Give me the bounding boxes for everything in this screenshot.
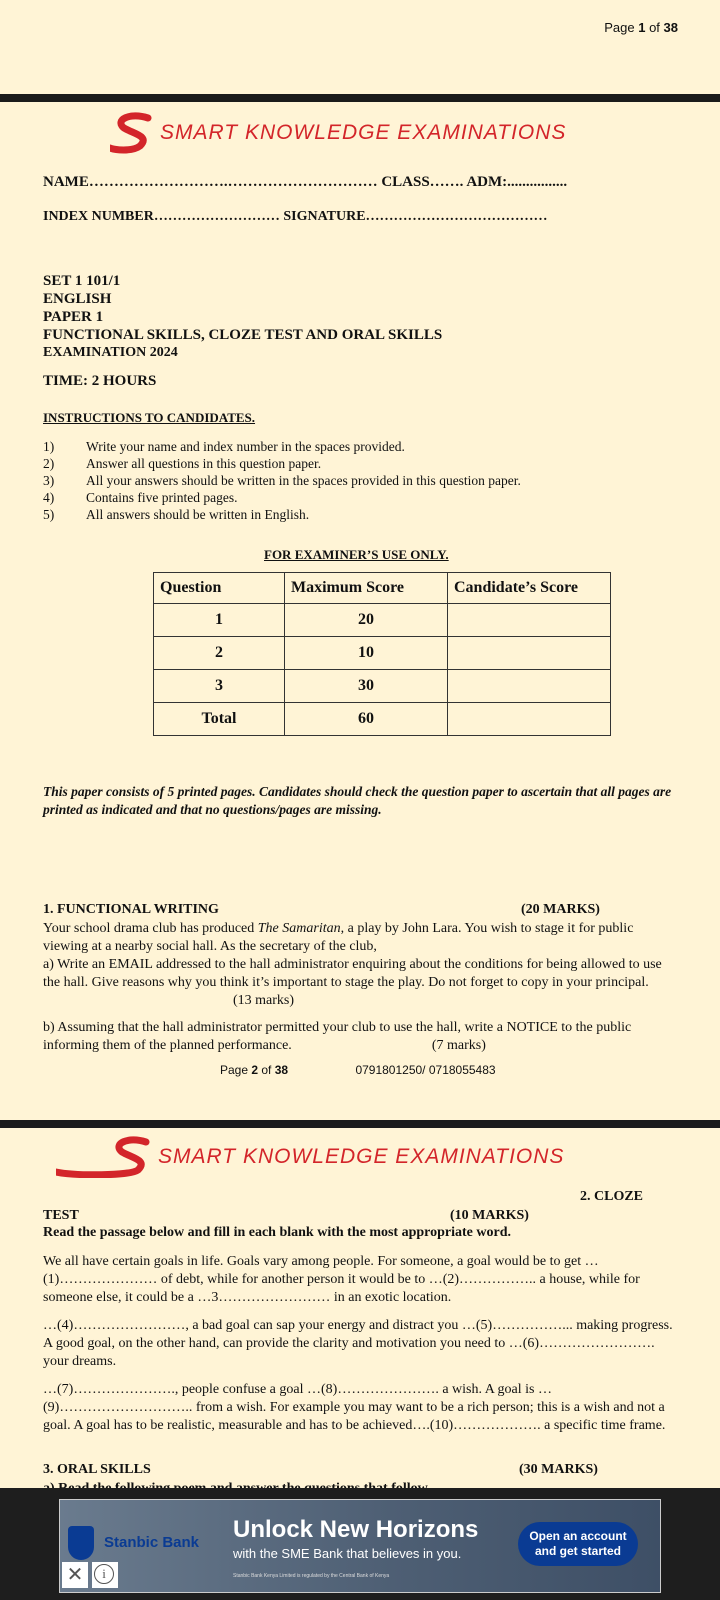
brand-s-icon: [110, 112, 154, 154]
exam-title: FUNCTIONAL SKILLS, CLOZE TEST AND ORAL SKILLS: [43, 327, 443, 343]
exam-paper: PAPER 1: [43, 309, 104, 325]
table-row: 1 20: [154, 604, 611, 637]
column-header-maximum-score: Maximum Score: [285, 573, 448, 604]
brand-s-icon: [56, 1136, 152, 1178]
bank-shield-icon: [68, 1526, 94, 1560]
exam-set: SET 1 101/1: [43, 273, 121, 289]
brand-logo: SMART KNOWLEDGE EXAMINATIONS: [56, 1136, 564, 1178]
q1-marks: (20 MARKS): [521, 902, 600, 917]
table-total-row: Total 60: [154, 703, 611, 736]
column-header-question: Question: [154, 573, 285, 604]
q2-title-a: 2. CLOZE: [580, 1189, 644, 1204]
index-signature-line: INDEX NUMBER……………………… SIGNATURE…………………………………: [43, 209, 548, 224]
q2-title-b: TEST: [43, 1208, 79, 1223]
pages-note: This paper consists of 5 printed pages. Candidates should check the question paper to ascertain that all pages are printed as indicated and that no questions/pages are missing.: [43, 784, 672, 817]
page-footer: Page 2 of 38 0791801250/ 0718055483: [220, 1063, 496, 1077]
phone-numbers: 0791801250/ 0718055483: [355, 1063, 496, 1077]
exam-time: TIME: 2 HOURS: [43, 373, 157, 389]
table-row: 2 10: [154, 637, 611, 670]
ad-fine-print: Stanbic Bank Kenya Limited is regulated by the Central Bank of Kenya: [233, 1573, 390, 1579]
brand-name: SMART KNOWLEDGE EXAMINATIONS: [160, 121, 567, 144]
table-row: 3 30: [154, 670, 611, 703]
cloze-paragraph-2: …(4)……………………, a bad goal can sap your energy and distract you …(5)……………... making progress. A good goal, on the other hand, can provide the clarity and motivation you need to …(6)……………………. your dreams.: [43, 1318, 673, 1369]
brand-logo: [110, 112, 566, 154]
instruction-item: 5) All answers should be written in English.: [43, 507, 310, 522]
column-header-candidate-score: Candidate’s Score: [448, 573, 611, 604]
close-icon[interactable]: ✕: [62, 1562, 88, 1588]
q1-title: 1. FUNCTIONAL WRITING: [43, 902, 219, 917]
cloze-paragraph-1: We all have certain goals in life. Goals vary among people. For someone, a goal would be to get …(1)………………… of debt, while for another person it would be to …(2)…………….. a house, while for someone else, it could be a …3…………………… in an exotic location.: [43, 1254, 640, 1305]
instruction-item: 1) Write your name and index number in the spaces provided.: [43, 439, 405, 454]
ad-cta-button[interactable]: Open an account and get started: [518, 1522, 638, 1566]
instructions-heading: INSTRUCTIONS TO CANDIDATES.: [43, 410, 256, 425]
q3-title: 3. ORAL SKILLS: [43, 1462, 151, 1477]
page-separator: [0, 1120, 720, 1128]
instruction-item: 3) All your answers should be written in the spaces provided in this question paper.: [43, 473, 521, 488]
instructions-list: [43, 438, 521, 523]
page-separator: [0, 94, 720, 102]
q3-marks: (30 MARKS): [519, 1462, 598, 1477]
ad-banner[interactable]: [59, 1499, 661, 1593]
page-indicator: Page 1 of 38: [604, 20, 678, 35]
q1-intro: Your school drama club has produced The Samaritan, a play by John Lara. You wish to stage it for public viewing at a nearby social hall. As the secretary of the club,: [43, 921, 634, 954]
q1-part-a: a) Write an EMAIL addressed to the hall administrator enquiring about the conditions for being allowed to use the hall. Give reasons why you think it’s important to stage the play. Do not forget to copy in your principal.(13 marks): [43, 957, 662, 1008]
info-icon: i: [94, 1564, 114, 1584]
cloze-paragraph-3: …(7)…………………., people confuse a goal …(8)…………………. a wish. A goal is …(9)……………………….. from a wish. For example you may want to be a rich person; this is a wish and not a goal. A goal has to be realistic, measurable and has to be achieved….(10)………………. a specific time frame.: [43, 1382, 666, 1433]
exam-subject: ENGLISH: [43, 291, 112, 307]
instruction-item: 2) Answer all questions in this question paper.: [43, 456, 322, 471]
q1-part-b: b) Assuming that the hall administrator permitted your club to use the hall, write a NOTICE to the public informing them of the planned performance. (7 marks): [43, 1020, 632, 1053]
table-header-row: [154, 573, 611, 604]
ad-container: [0, 1488, 720, 1600]
q2-marks: (10 MARKS): [450, 1208, 529, 1223]
name-class-adm-line: NAME……………………….………………………… CLASS……. ADM:................: [43, 174, 568, 190]
examiner-table-heading: FOR EXAMINER’S USE ONLY.: [264, 547, 449, 562]
ad-info-button[interactable]: [92, 1562, 118, 1588]
examiner-score-table: [153, 572, 611, 736]
instruction-item: 4) Contains five printed pages.: [43, 490, 238, 505]
exam-year: EXAMINATION 2024: [43, 345, 178, 360]
q2-instruction: Read the passage below and fill in each blank with the most appropriate word.: [43, 1225, 512, 1240]
ad-headline: Unlock New Horizons: [233, 1516, 479, 1543]
ad-brand: Stanbic Bank: [104, 1534, 200, 1551]
ad-subline: with the SME Bank that believes in you.: [233, 1546, 462, 1561]
